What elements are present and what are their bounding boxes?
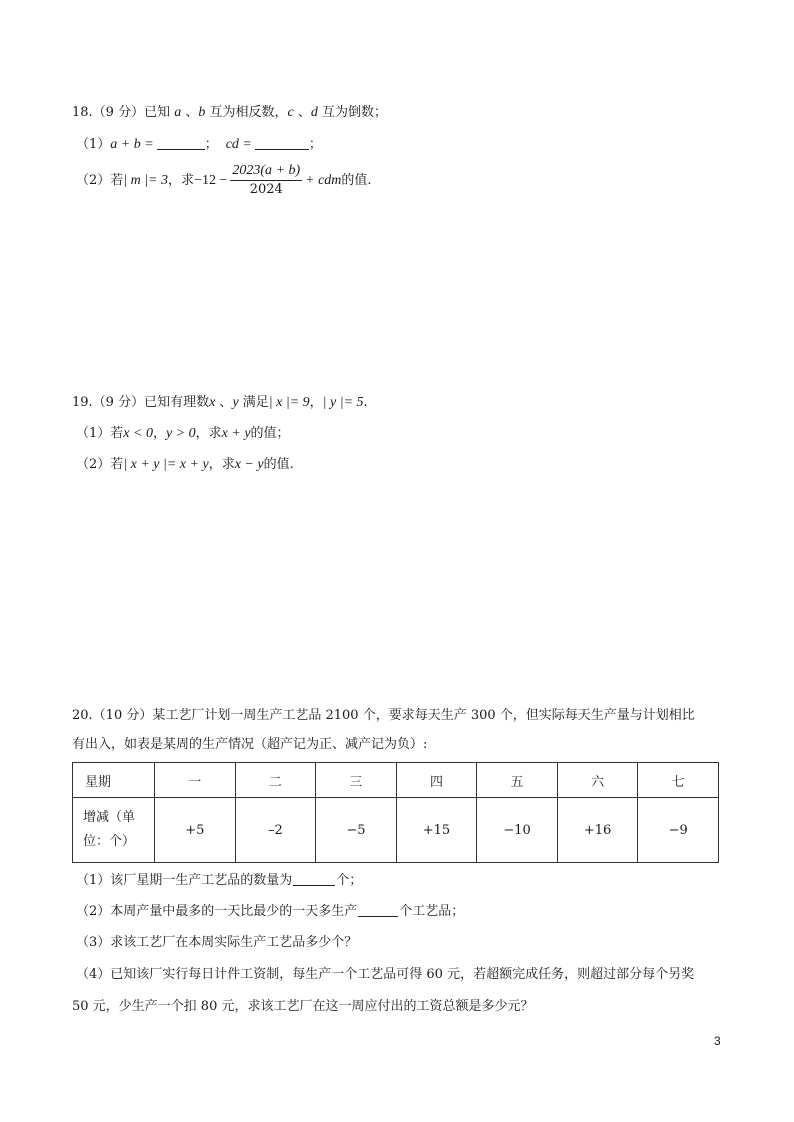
q18-part1: [76, 136, 322, 154]
table-head-label: 星期: [73, 763, 155, 798]
q20-part4-line1: （4）已知该厂实行每日计件工资制，每生产一个工艺品可得 60 元，若超额完成任务，则超过部分每个另奖: [76, 967, 695, 982]
production-table: [72, 762, 719, 863]
q19-abs-x: | x |= 9: [268, 395, 310, 410]
q19-part2-cond: | x + y |= x + y: [123, 457, 209, 472]
q18-title: [72, 104, 387, 122]
q19-part1-comma: ，: [152, 426, 166, 441]
q18-sep2: 、: [293, 105, 311, 120]
q18-part2-label: （2）若: [76, 173, 124, 188]
q18-mid2: 互为倒数；: [317, 105, 387, 120]
q19-abs-y: | y |= 5: [322, 395, 364, 410]
q19-part1: [76, 425, 290, 443]
q18-part2: [76, 163, 372, 199]
q18-var-c: c: [287, 105, 294, 120]
q20-answer-blank-2[interactable]: [358, 916, 398, 917]
q20-part2: [76, 903, 464, 921]
q20-part1-after: 个；: [336, 873, 363, 888]
q18-sep1: 、: [181, 105, 199, 120]
q19-part1-mid: ，求: [195, 426, 222, 441]
q18-var-d: d: [310, 105, 318, 120]
q18-title-prefix: 18.（9 分）已知: [72, 105, 175, 120]
q18-part2-abs: | m |= 3: [123, 173, 169, 188]
q18-part1-expr2: cd =: [225, 137, 252, 152]
table-header-row: [73, 763, 719, 798]
q20-part3: （3）求该工艺厂在本周实际生产工艺品多少个？: [76, 935, 358, 950]
table-value-cell: +15: [396, 798, 477, 863]
q20-answer-blank-1[interactable]: [293, 885, 335, 886]
q20-part2-before: （2）本周产量中最多的一天比最少的一天多生产: [76, 904, 358, 919]
q19-mid: 满足: [238, 395, 269, 410]
q18-part2-mid: ，求: [168, 173, 195, 188]
q18-part1-semicolon2: ；: [308, 137, 322, 152]
q19-part1-label: （1）若: [76, 426, 124, 441]
q19-part2-end: 的值.: [263, 457, 294, 472]
q19-var-y: y: [232, 395, 239, 410]
q19-part2-label: （2）若: [76, 457, 124, 472]
q19-title: [72, 394, 368, 412]
table-day-cell: 七: [638, 763, 719, 798]
table-value-cell: +16: [557, 798, 638, 863]
q18-var-b: b: [198, 105, 206, 120]
q19-part1-cond2: y > 0: [165, 426, 196, 441]
table-value-cell: −9: [638, 798, 719, 863]
q18-part1-label: （1）: [76, 137, 111, 152]
q18-part1-semicolon1: ；: [204, 137, 218, 152]
table-value-cell: −10: [477, 798, 558, 863]
q19-var-x: x: [209, 395, 216, 410]
q20-part1-before: （1）该厂星期一生产工艺品的数量为: [76, 873, 293, 888]
q18-mid1: 互为相反数，: [205, 105, 288, 120]
q20-part2-after: 个工艺品；: [399, 904, 465, 919]
q19-part1-cond1: x < 0: [123, 426, 153, 441]
q18-part1-expr1: a + b =: [110, 137, 154, 152]
table-day-cell: 二: [235, 763, 316, 798]
q20-part1: [76, 872, 362, 890]
table-day-cell: 一: [155, 763, 236, 798]
table-row-label: [73, 798, 155, 863]
q20-line2: 有出入，如表是某周的生产情况（超产记为正、减产记为负）:: [72, 737, 428, 752]
table-day-cell: 五: [477, 763, 558, 798]
q18-part2-minus12: −12 −: [194, 173, 228, 188]
q19-part1-end: 的值；: [250, 426, 290, 441]
q18-answer-blank-1[interactable]: [157, 149, 205, 150]
table-value-cell: –2: [235, 798, 316, 863]
table-day-cell: 三: [316, 763, 397, 798]
table-day-cell: 六: [557, 763, 638, 798]
table-row-label-line1: 增减（单: [83, 810, 136, 825]
q20-line1: 20.（10 分）某工艺厂计划一周生产工艺品 2100 个，要求每天生产 300 个，但实际每天生产量与计划相比: [72, 708, 695, 723]
q18-fraction: [230, 163, 302, 198]
q19-sep: 、: [215, 395, 233, 410]
q19-part1-expr: x + y: [221, 426, 251, 441]
q18-part2-plus: + cdm: [305, 173, 342, 188]
q19-comma: ，: [309, 395, 323, 410]
q20-part4-line2: 50 元，少生产一个扣 80 元，求该工艺厂在这一周应付出的工资总额是多少元？: [72, 999, 534, 1014]
q19-part2: [76, 456, 294, 474]
q18-fraction-numerator: 2023(a + b): [230, 163, 302, 181]
q18-fraction-denominator: 2024: [249, 182, 283, 197]
q18-var-a: a: [174, 105, 182, 120]
table-row-label-line2: 位：个）: [83, 834, 136, 849]
q19-title-prefix: 19.（9 分）已知有理数: [72, 395, 210, 410]
page-number: 3: [714, 1034, 721, 1048]
q19-part2-expr: x − y: [234, 457, 264, 472]
table-value-cell: +5: [155, 798, 236, 863]
table-value-row: [73, 798, 719, 863]
q19-part2-mid: ，求: [208, 457, 235, 472]
table-day-cell: 四: [396, 763, 477, 798]
table-value-cell: −5: [316, 798, 397, 863]
q18-answer-blank-2[interactable]: [255, 149, 309, 150]
q19-period: .: [363, 395, 368, 410]
q18-part2-end: 的值.: [341, 173, 372, 188]
